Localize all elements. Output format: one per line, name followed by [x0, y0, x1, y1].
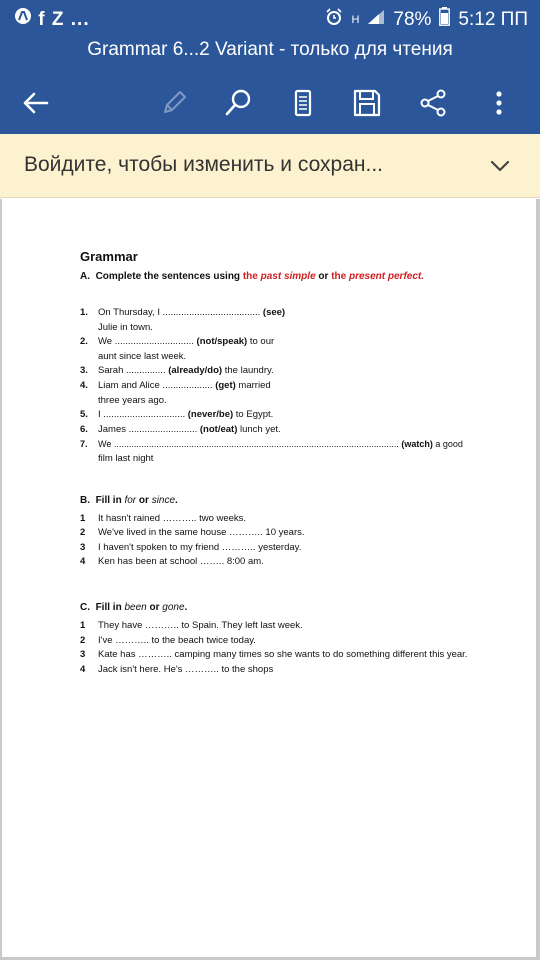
item-number: 4	[80, 663, 86, 675]
reading-view-icon	[288, 88, 318, 118]
exercise-item	[80, 437, 520, 452]
item-verb-hint: (never/be)	[187, 409, 234, 421]
battery-percent: 78%	[393, 8, 432, 30]
exercise-item	[80, 555, 520, 570]
item-verb-hint: (already/do)	[168, 365, 223, 377]
item-text	[98, 306, 285, 321]
save-button[interactable]	[346, 82, 388, 124]
exercise-item	[80, 306, 520, 321]
item-sentence: Liam and Alice ...................	[98, 379, 216, 391]
edit-pencil-icon	[159, 88, 189, 118]
item-sentence: Sarah ...............	[98, 365, 169, 377]
item-text: Kate has ……….. camping many times so she wants to do something different this year.	[98, 649, 468, 661]
search-button[interactable]	[217, 82, 259, 124]
item-text: Jack isn't here. He's ……….. to the shops	[98, 663, 274, 675]
item-continuation: film last night	[98, 452, 154, 464]
document-heading: Grammar	[80, 249, 138, 264]
item-number: 7.	[80, 439, 88, 450]
edit-button[interactable]	[153, 82, 195, 124]
item-number: 3.	[80, 365, 88, 377]
item-sentence-end: married	[235, 379, 271, 391]
section-a-heading: A. Complete the sentences using the past simple or the present perfect.	[80, 271, 425, 282]
share-button[interactable]	[412, 82, 454, 124]
item-sentence: We ..............................	[98, 336, 197, 348]
item-number: 1	[80, 619, 86, 631]
item-sentence-end: a good	[432, 439, 463, 450]
item-sentence-end: the laundry.	[222, 365, 274, 377]
document-page	[2, 199, 536, 957]
exercise-item	[80, 335, 520, 350]
item-continuation: Julie in town.	[98, 321, 153, 333]
clock: 5:12 ПП	[458, 8, 528, 30]
alarm-icon	[325, 8, 343, 32]
system-status	[325, 7, 528, 32]
item-number: 4.	[80, 379, 88, 391]
exercise-item	[80, 663, 520, 678]
item-number: 3	[80, 541, 86, 553]
exercise-item	[80, 423, 520, 438]
exercise-item	[80, 408, 520, 423]
item-text: They have ……….. to Spain. They left last week.	[98, 619, 303, 631]
item-text	[98, 335, 274, 350]
notification-text: f Z ...	[38, 9, 90, 30]
item-verb-hint: (get)	[215, 379, 236, 391]
back-button[interactable]	[14, 82, 56, 124]
item-verb-hint: (watch)	[401, 439, 433, 450]
item-text	[98, 379, 271, 394]
section-a-list	[80, 306, 520, 467]
exercise-item	[80, 648, 520, 663]
item-number: 6.	[80, 423, 88, 435]
item-verb-hint: (not/speak)	[196, 336, 248, 348]
item-verb-hint: (not/eat)	[199, 423, 238, 435]
exercise-item	[80, 526, 520, 541]
item-text	[98, 408, 273, 423]
section-c-heading: C. Fill in been or gone.	[80, 601, 188, 613]
document-title: Grammar 6...2 Variant - только для чтения	[0, 36, 540, 72]
item-number: 4	[80, 556, 86, 568]
exercise-item	[80, 512, 520, 527]
item-text: It hasn't rained ……….. two weeks.	[98, 512, 247, 524]
item-text: I haven't spoken to my friend ……….. yesterday.	[98, 541, 302, 553]
item-number: 2	[80, 527, 86, 539]
sign-in-banner[interactable]	[0, 134, 540, 198]
network-type: H	[351, 13, 360, 26]
item-number: 2	[80, 634, 86, 646]
item-number: 5.	[80, 409, 88, 421]
status-bar	[0, 0, 540, 36]
item-text	[98, 423, 281, 438]
item-text	[98, 437, 463, 452]
item-sentence: James ..........................	[98, 423, 200, 435]
item-text	[98, 364, 274, 379]
item-sentence-end: lunch yet.	[237, 423, 281, 435]
item-text: Ken has been at school …….. 8:00 am.	[98, 556, 264, 568]
document-content	[80, 249, 520, 677]
section-b-heading: B. Fill in for or since.	[80, 494, 178, 506]
item-number: 1.	[80, 307, 88, 318]
section-b-list	[80, 512, 520, 570]
item-sentence: On Thursday, I .....................................	[98, 307, 263, 318]
exercise-item	[80, 634, 520, 649]
exercise-item	[80, 619, 520, 634]
document-viewport[interactable]	[0, 199, 540, 960]
more-vert-icon	[484, 88, 514, 118]
item-verb-hint: (see)	[262, 307, 286, 318]
more-options-button[interactable]	[478, 82, 520, 124]
item-sentence-end: to our	[247, 336, 275, 348]
exercise-item	[80, 379, 520, 394]
item-sentence: We ..................................................................................................................	[98, 439, 402, 450]
expand-banner-button[interactable]	[488, 154, 512, 178]
notification-icons	[14, 7, 90, 31]
item-sentence-end: to Egypt.	[233, 409, 274, 421]
item-text: I've ……….. to the beach twice today.	[98, 634, 256, 646]
signal-icon	[367, 9, 385, 31]
sign-in-banner-text: Войдите, чтобы изменить и сохран...	[24, 153, 383, 176]
chevron-down-icon	[488, 154, 512, 178]
search-icon	[223, 88, 253, 118]
toolbar	[0, 72, 540, 134]
battery-icon	[439, 7, 450, 32]
item-number: 2.	[80, 336, 88, 348]
item-number: 1	[80, 512, 86, 524]
exercise-item	[80, 364, 520, 379]
section-c-list	[80, 619, 520, 677]
app-notification-icon	[14, 7, 32, 31]
save-icon	[352, 88, 382, 118]
reading-view-button[interactable]	[282, 82, 324, 124]
item-text: We've lived in the same house ……….. 10 years.	[98, 527, 305, 539]
item-continuation: three years ago.	[98, 394, 167, 406]
item-sentence: I ...............................	[98, 409, 188, 421]
exercise-item	[80, 541, 520, 556]
item-number: 3	[80, 649, 86, 661]
item-continuation: aunt since last week.	[98, 350, 187, 362]
back-arrow-icon	[20, 88, 50, 118]
share-icon	[418, 88, 448, 118]
